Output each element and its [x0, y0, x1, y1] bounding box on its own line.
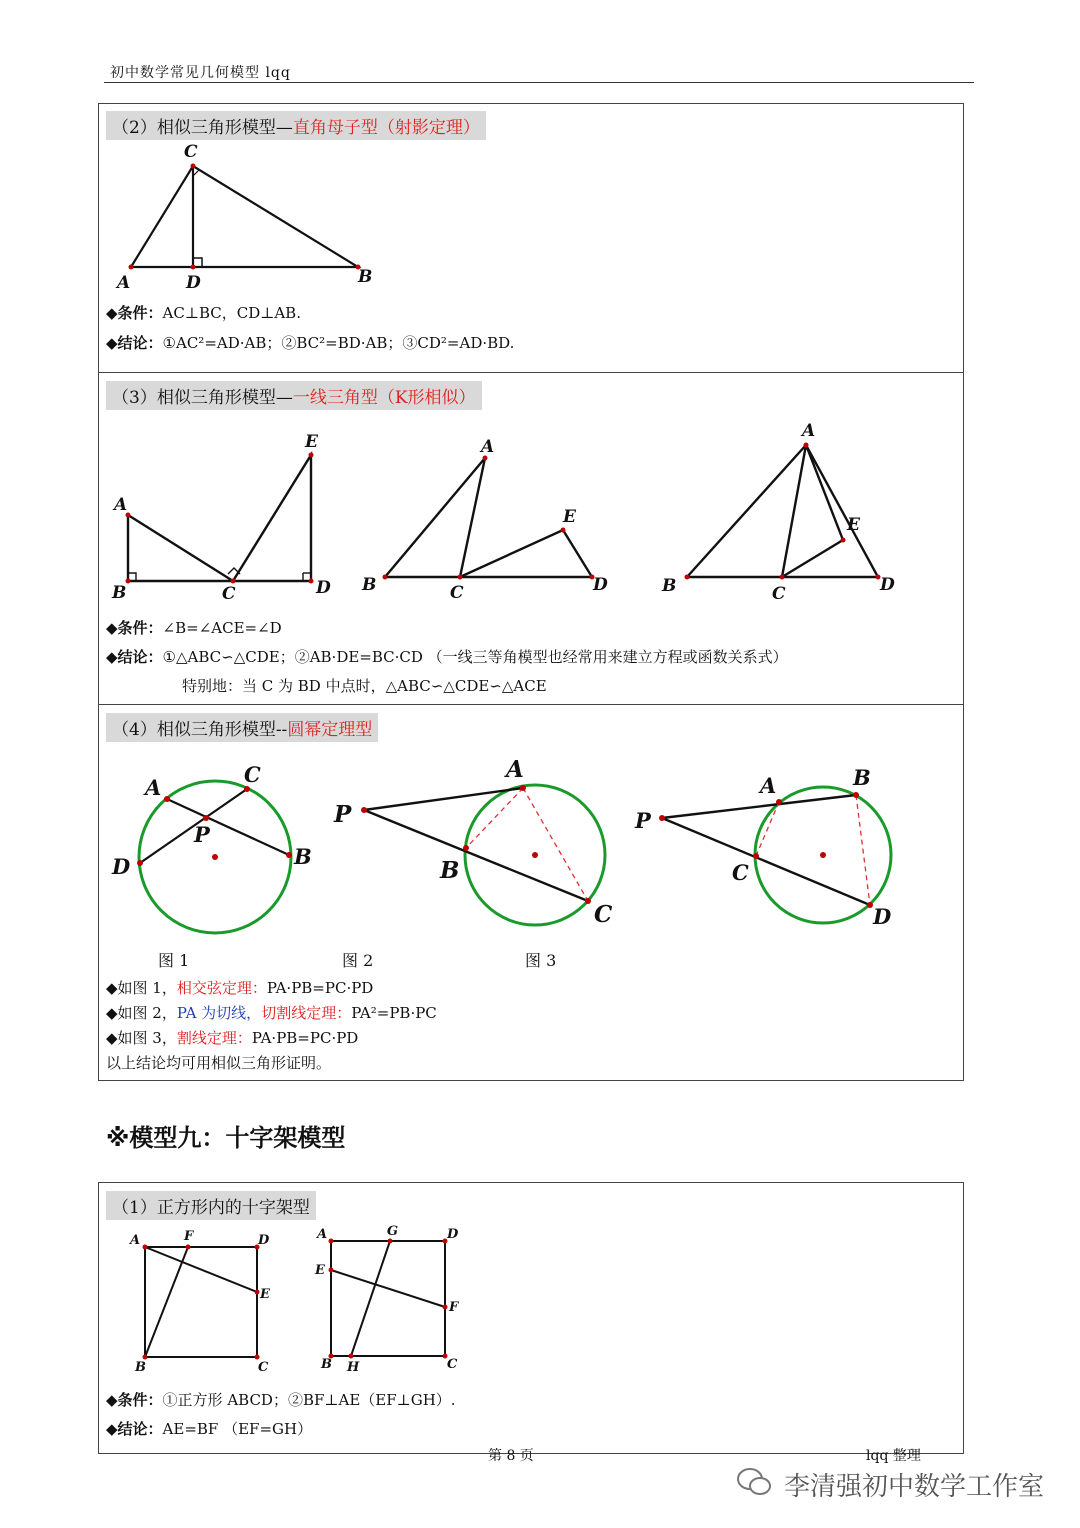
figure2-caption: 图 2: [342, 951, 374, 970]
fig3-label-E: E: [847, 515, 860, 535]
circle3-label-P: P: [635, 808, 651, 833]
watermark-text: 李清强初中数学工作室: [783, 1472, 1044, 1502]
model9-title: ※模型九：十字架模型: [106, 1124, 346, 1152]
fig1-label-E: E: [305, 432, 318, 452]
circle2-label-C: C: [594, 901, 613, 928]
condition-text: ∠B=∠ACE=∠D: [162, 619, 282, 637]
circle1-label-P: P: [194, 822, 210, 847]
figure3-caption: 图 3: [525, 951, 557, 970]
label-C: C: [184, 142, 198, 162]
section2-heading-highlight: 直角母子型（射影定理）: [292, 118, 480, 138]
page-number: 第 8 页: [488, 1448, 534, 1464]
square1-label-E: E: [260, 1287, 270, 1302]
line2-tangent-note: PA 为切线，: [176, 1004, 262, 1022]
fig3-label-A: A: [802, 421, 816, 441]
fig2-label-B: B: [362, 575, 377, 595]
line1-formula: PA·PB=PC·PD: [266, 979, 374, 997]
circle1-label-C: C: [244, 762, 261, 787]
circle3-label-C: C: [732, 860, 749, 885]
line1-prefix: ◆如图 1，: [106, 979, 177, 997]
line2-prefix: ◆如图 2，: [106, 1004, 177, 1022]
condition-label: ◆条件：: [106, 1391, 163, 1409]
cross-condition: [106, 1389, 456, 1410]
square1-label-A: A: [130, 1233, 141, 1248]
square2-label-F: F: [449, 1300, 459, 1315]
condition-label: ◆条件：: [106, 304, 163, 322]
line1-theorem: 相交弦定理：: [176, 979, 267, 997]
cross-section-heading: （1）正方形内的十字架型: [106, 1191, 316, 1220]
cross-conclusion: [106, 1418, 312, 1439]
fig2-label-D: D: [593, 575, 608, 595]
circle2-label-P: P: [334, 801, 352, 828]
fig3-label-B: B: [662, 576, 677, 596]
square2-label-H: H: [347, 1360, 360, 1375]
fig2-label-A: A: [481, 437, 495, 457]
square2-label-C: C: [447, 1357, 458, 1372]
circle1-label-D: D: [112, 854, 131, 879]
square2-label-B: B: [321, 1357, 332, 1372]
line3-prefix: ◆如图 3，: [106, 1029, 177, 1047]
square2-label-A: A: [317, 1227, 328, 1242]
fig2-label-E: E: [563, 507, 576, 527]
circle3-label-A: A: [760, 773, 777, 798]
fig1-label-B: B: [112, 583, 127, 603]
conclusion-label: ◆结论：: [106, 334, 163, 352]
section2-heading-prefix: （2）相似三角形模型—: [112, 118, 293, 138]
circle1-label-B: B: [294, 844, 312, 869]
fig1-label-D: D: [316, 578, 331, 598]
square1-label-B: B: [135, 1360, 146, 1375]
section3-heading-prefix: （3）相似三角形模型—: [112, 388, 293, 408]
conclusion-label: ◆结论：: [106, 648, 163, 666]
circle1-label-A: A: [145, 775, 162, 800]
circle2-label-B: B: [440, 857, 460, 884]
square2-label-G: G: [387, 1224, 399, 1239]
conclusion-text: ①△ABC∽△CDE；②AB·DE=BC·CD （一线三等角模型也经常用来建立方程或函数关系式）: [162, 648, 788, 666]
condition-text: ①正方形 ABCD；②BF⊥AE（EF⊥GH）.: [162, 1391, 456, 1409]
wechat-icon: [736, 1466, 772, 1502]
circle3-label-B: B: [853, 765, 871, 790]
square1-label-F: F: [184, 1229, 194, 1244]
square1-label-C: C: [258, 1360, 269, 1375]
label-B: B: [358, 267, 373, 287]
section4-heading-highlight: 圆幂定理型: [287, 720, 373, 740]
fig2-label-C: C: [450, 583, 464, 603]
label-D: D: [186, 273, 201, 293]
square2-label-D: D: [447, 1227, 459, 1242]
figure1-caption: 图 1: [158, 951, 190, 970]
footer-author: lqq 整理: [866, 1448, 921, 1464]
conclusion-text: AE=BF （EF=GH）: [162, 1420, 313, 1438]
line3-theorem: 割线定理：: [176, 1029, 252, 1047]
conclusion-text: ①AC²=AD·AB；②BC²=BD·AB；③CD²=AD·BD.: [162, 334, 515, 352]
line3-formula: PA·PB=PC·PD: [251, 1029, 359, 1047]
circle2-label-A: A: [506, 756, 524, 783]
label-A: A: [117, 273, 131, 293]
circle3-label-D: D: [873, 904, 892, 929]
square1-label-D: D: [258, 1233, 270, 1248]
line2-formula: PA²=PB·PC: [351, 1004, 437, 1022]
fig3-label-D: D: [880, 575, 895, 595]
fig3-label-C: C: [772, 584, 786, 604]
condition-label: ◆条件：: [106, 619, 163, 637]
section3-special-case: 特别地：当 C 为 BD 中点时，△ABC∽△CDE∽△ACE: [182, 677, 547, 695]
line2-theorem: 切割线定理：: [261, 1004, 352, 1022]
conclusion-label: ◆结论：: [106, 1420, 163, 1438]
section3-heading-highlight: 一线三角型（K形相似）: [292, 388, 476, 408]
page-header-title: 初中数学常见几何模型 lqq: [110, 65, 291, 81]
condition-text: AC⊥BC，CD⊥AB.: [162, 304, 301, 322]
fig1-label-C: C: [222, 584, 236, 604]
section4-heading-prefix: （4）相似三角形模型--: [112, 720, 288, 740]
square2-label-E: E: [315, 1263, 325, 1278]
summary-line: 以上结论均可用相似三角形证明。: [106, 1054, 332, 1072]
fig1-label-A: A: [114, 495, 128, 515]
